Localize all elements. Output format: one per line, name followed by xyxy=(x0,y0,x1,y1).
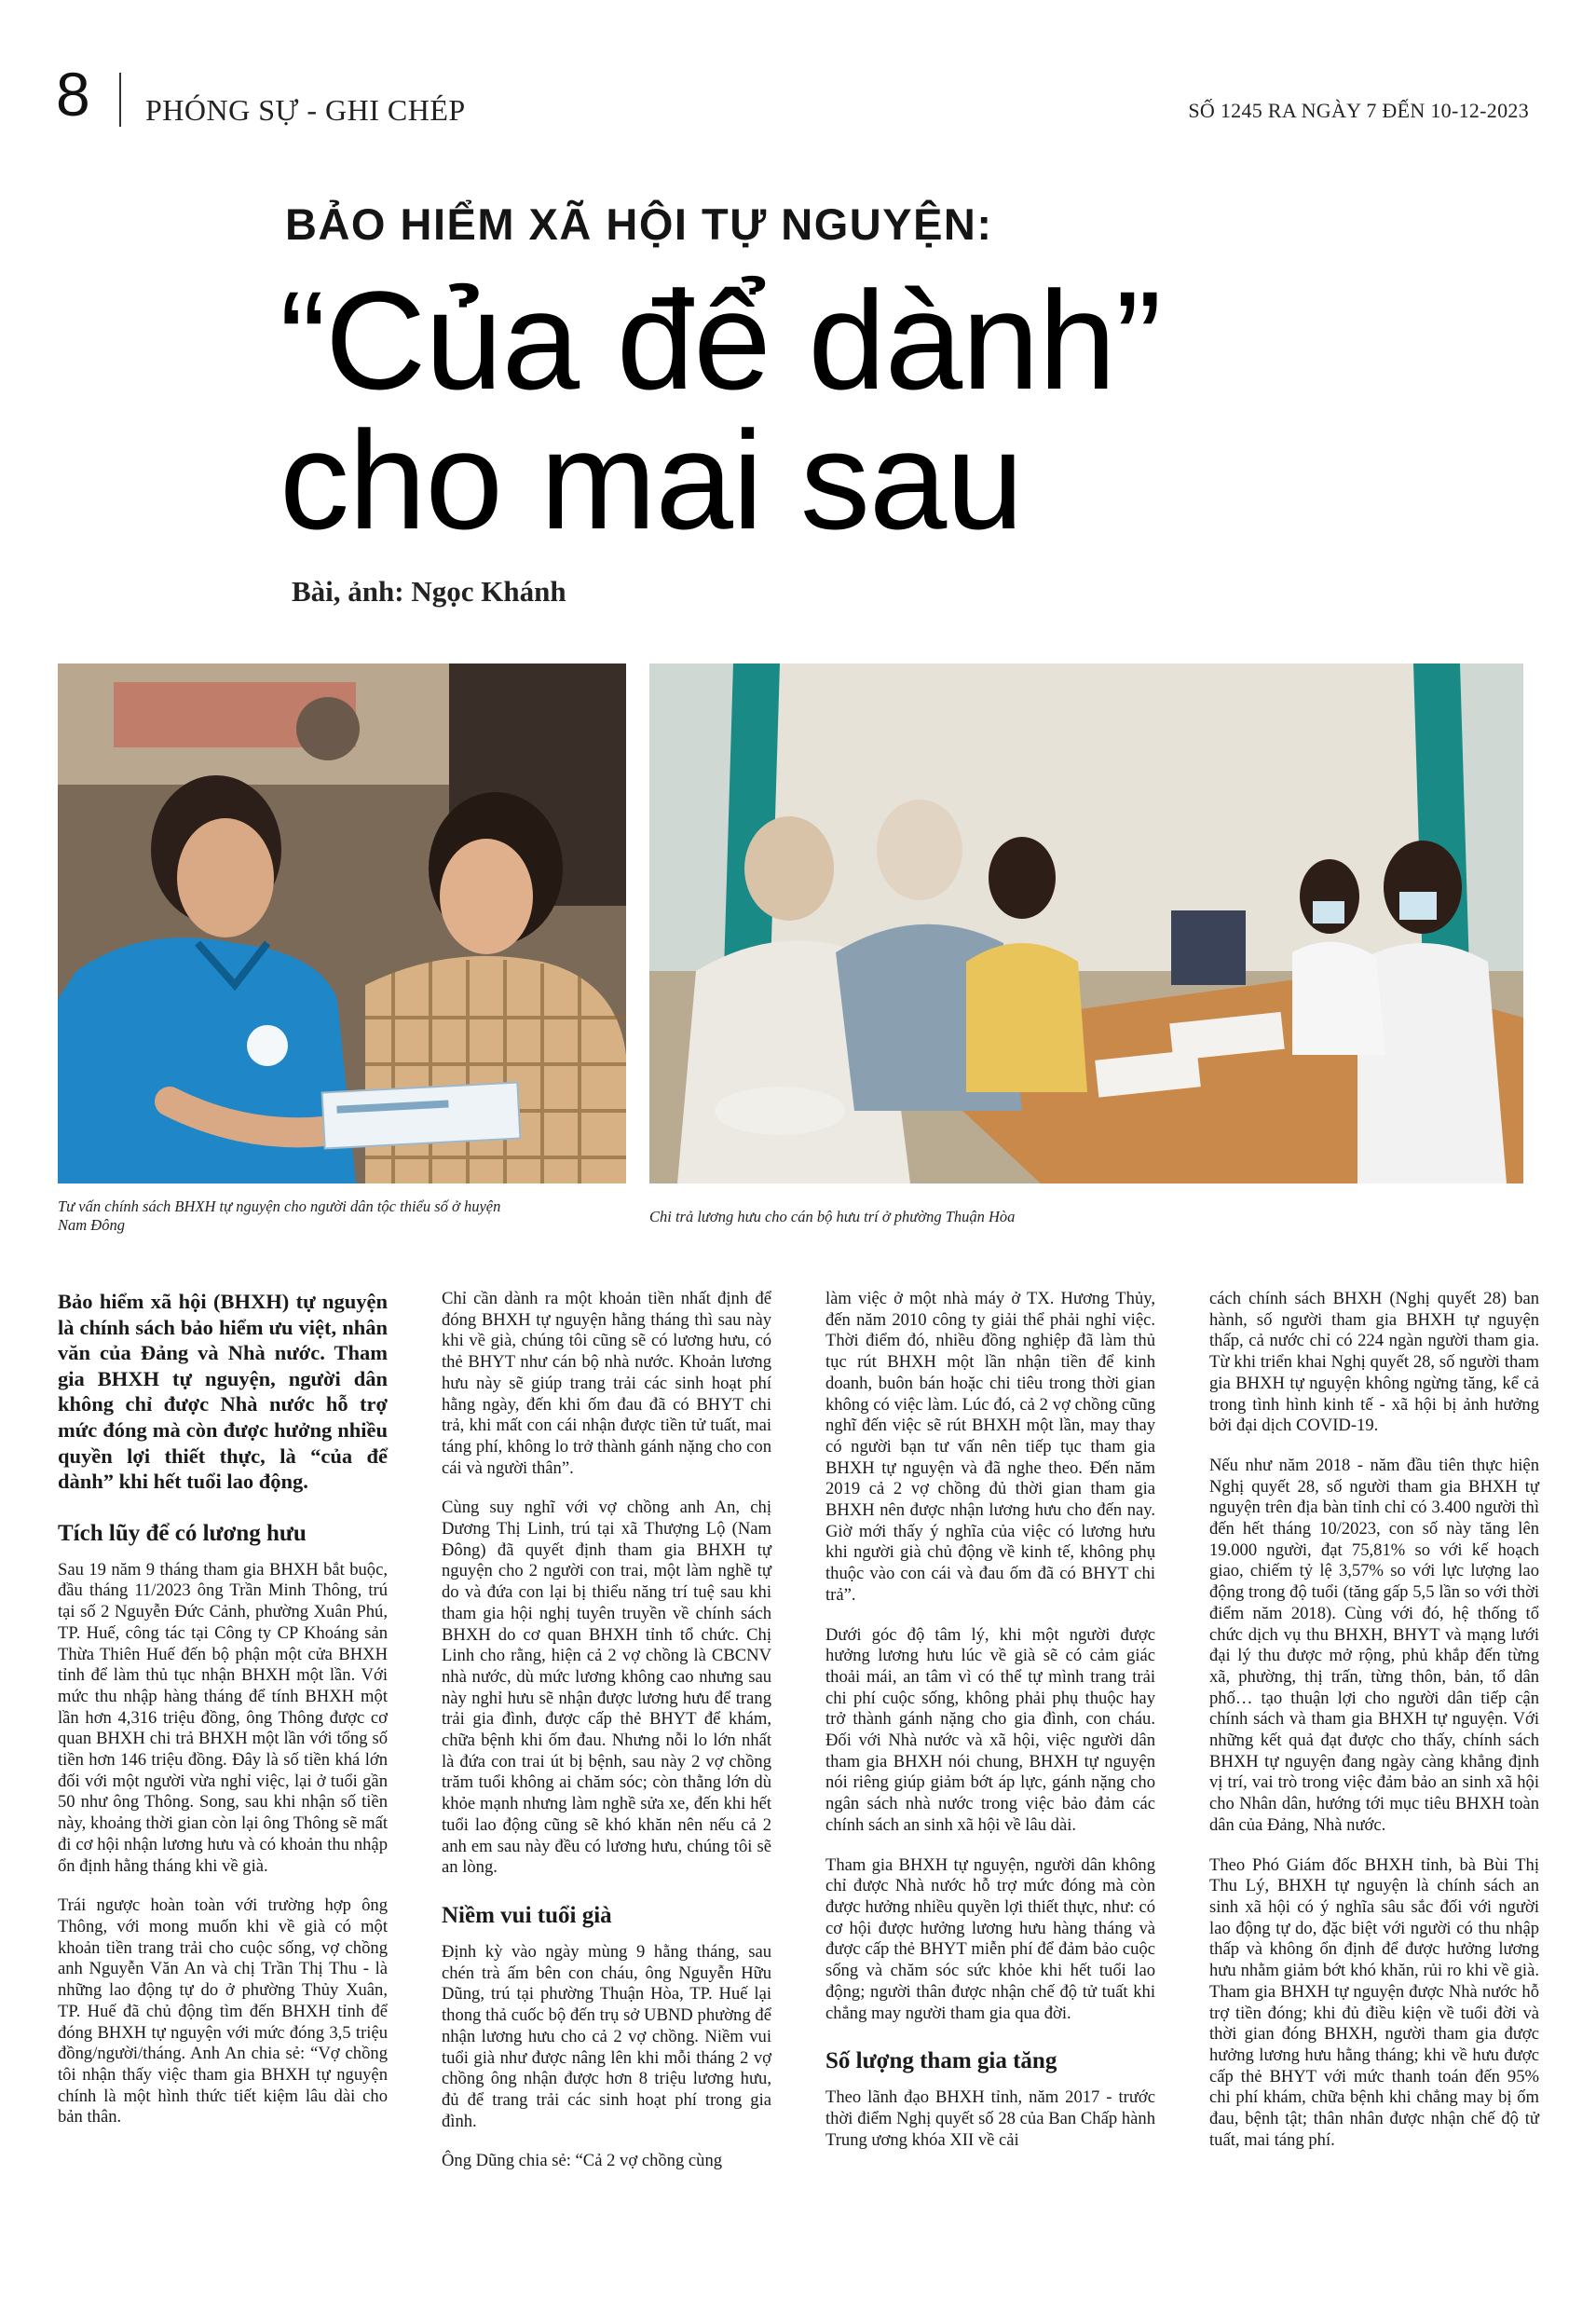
article-byline: Bài, ảnh: Ngọc Khánh xyxy=(292,575,566,608)
paragraph: Theo Phó Giám đốc BHXH tỉnh, bà Bùi Thị Thu Lý, BHXH tự nguyện là chính sách an sinh xã hội có ý nghĩa sâu sắc đối với người lao động tự do, đặc biệt với người có thu nhập thấp và không ổn định để được hưởng lương hưu nhằm giảm bớt khó khăn, rủi ro khi về già. Tham gia BHXH tự nguyện được Nhà nước hỗ trợ tiền đóng; khi đủ điều kiện về tuổi đời và thời gian đóng BHXH, người tham gia được hưởng lương hưu hằng tháng; khi về hưu được cấp thẻ BHYT với mức thanh toán đến 95% chi phí khám, chữa bệnh khi chẳng may bị ốm đau, bệnh tật; thân nhân được nhận chế độ tử tuất, mai táng phí. xyxy=(1209,1854,1539,2150)
paragraph: Trái ngược hoàn toàn với trường hợp ông Thông, với mong muốn khi về già có một khoản tiền trang trải cho cuộc sống, vợ chồng anh Nguyễn Văn An và chị Trần Thị Thu - là những lao động tự do ở phường Thủy Xuân, TP. Huế đã chủ động tìm đến BHXH tỉnh để đóng BHXH tự nguyện với mức đóng 3,5 triệu đồng/người/tháng. Anh An chia sẻ: “Vợ chồng tôi nhận thấy việc tham gia BHXH tự nguyện chính là một hình thức tiết kiệm lâu dài cho bản thân. xyxy=(58,1895,388,2127)
photo-caption-1: Tư vấn chính sách BHXH tự nguyện cho người dân tộc thiểu số ở huyện Nam Đông xyxy=(58,1197,501,1234)
photo-consultation xyxy=(58,664,626,1183)
consultation-illustration xyxy=(58,664,626,1183)
header-divider xyxy=(119,73,121,127)
headline-line-2: cho mai sau xyxy=(280,402,1023,558)
column-1 xyxy=(58,1289,388,2286)
paragraph: Định kỳ vào ngày mùng 9 hằng tháng, sau chén trà ấm bên con cháu, ông Nguyễn Hữu Dũng, trú tại phường Thuận Hòa, TP. Huế lại thong thả cuốc bộ đến trụ sở UBND phường để nhận lương hưu cho cả 2 vợ chồng. Niềm vui tuổi già như được nâng lên khi mỗi tháng 2 vợ chồng ông nhận được hơn 8 triệu lương hưu, đủ để trang trải các sinh hoạt phí trong gia đình. xyxy=(442,1941,771,2131)
subheading-tich-luy: Tích lũy để có lương hưu xyxy=(58,1520,307,1546)
photo-pension-payment xyxy=(649,664,1523,1183)
headline-line-1: “Của để dành” xyxy=(280,262,1161,418)
paragraph: Cùng suy nghĩ với vợ chồng anh An, chị Dương Thị Linh, trú tại xã Thượng Lộ (Nam Đông) đã quyết định tham gia BHXH tự nguyện cho 2 người con trai, một làm nghề tự do và đứa con lại bị thiểu năng trí tuệ sau khi tham gia hội nghị tuyên truyền về chính sách BHXH do cơ quan BHXH tỉnh tổ chức. Chị Linh cho rằng, hiện cả 2 vợ chồng là CBCNV nhà nước, dù mức lương không cao nhưng sau này nghỉ hưu sẽ nhận được lương hưu để trang trải gia đình, được cấp thẻ BHYT để khám, chữa bệnh khi ốm đau. Nhưng nỗi lo lớn nhất là đứa con trai út bị bệnh, sau này 2 vợ chồng trăm tuổi không ai chăm sóc; còn thằng lớn dù khỏe mạnh nhưng làm nghề sửa xe, đến khi hết tuổi lao động cũng sẽ khó khăn nên nếu cả 2 anh em sau này đều có lương hưu, chúng tôi sẽ an lòng. xyxy=(442,1498,771,1878)
subheading-niem-vui: Niềm vui tuổi già xyxy=(442,1902,612,1928)
paragraph: Sau 19 năm 9 tháng tham gia BHXH bắt buộc, đầu tháng 11/2023 ông Trần Minh Thông, trú tại số 2 Nguyễn Đức Cảnh, phường Xuân Phú, TP. Huế, công tác tại Công ty CP Khoáng sản Thừa Thiên Huế đến bộ phận một cửa BHXH tỉnh để làm thủ tục nhận BHXH một lần. Với mức thu nhập hàng tháng để tính BHXH một lần hơn 4,316 triệu đồng, ông Thông được cơ quan BHXH chi trả BHXH một lần với tổng số tiền hơn 146 triệu đồng. Đây là số tiền khá lớn đối với một người vừa nghỉ việc, lại ở tuổi gần 50 như ông Thông. Song, sau khi nhận số tiền này, khoảng thời gian còn lại ông Thông sẽ mất đi cơ hội nhận lương hưu và có khoản thu nhập ổn định hằng tháng khi về già. xyxy=(58,1559,388,1876)
article-headline xyxy=(280,262,1351,558)
paragraph: Tham gia BHXH tự nguyện, người dân không chỉ được Nhà nước hỗ trợ mức đóng mà còn được hưởng nhiều quyền lợi thiết thực, như: có cơ hội được hưởng lương hưu hàng tháng và được cấp thẻ BHYT miễn phí để đảm bảo cuộc sống và chăm sóc sức khỏe khi hết tuổi lao động; người thân được nhận chế độ tử tuất khi chẳng may người tham gia qua đời. xyxy=(825,1854,1155,2023)
subheading-so-luong: Số lượng tham gia tăng xyxy=(825,2048,1057,2074)
page-number: 8 xyxy=(56,60,90,129)
paragraph: Ông Dũng chia sẻ: “Cả 2 vợ chồng cùng xyxy=(442,2151,723,2171)
pension-payment-illustration xyxy=(649,664,1523,1183)
issue-info: SỐ 1245 RA NGÀY 7 ĐẾN 10-12-2023 xyxy=(1188,99,1529,122)
column-3 xyxy=(825,1289,1155,2286)
paragraph: Theo lãnh đạo BHXH tỉnh, năm 2017 - trước thời điểm Nghị quyết số 28 của Ban Chấp hành Trung ương khóa XII về cải xyxy=(825,2087,1155,2150)
article-kicker: BẢO HIỂM XÃ HỘI TỰ NGUYỆN: xyxy=(285,199,993,249)
paragraph: Dưới góc độ tâm lý, khi một người được hưởng lương hưu lúc về già sẽ có cảm giác thoải mái, an tâm vì có thể tự mình trang trải chi phí cuộc sống, không phải phụ thuộc hay trở thành gánh nặng cho gia đình, con cháu. Đối với Nhà nước và xã hội, việc người dân tham gia BHXH nói chung, BHXH tự nguyện nói riêng giúp giảm bớt áp lực, gánh nặng cho ngân sách nhà nước trong việc bảo đảm các chính sách an sinh xã hội về lâu dài. xyxy=(825,1624,1155,1835)
section-label: PHÓNG SỰ - GHI CHÉP xyxy=(145,93,466,127)
paragraph: Chỉ cần dành ra một khoản tiền nhất định để đóng BHXH tự nguyện hằng tháng thì sau này khi về già, chúng tôi cũng sẽ có lương hưu, có thẻ BHYT như cán bộ nhà nước. Khoản lương hưu này sẽ giúp trang trải các sinh hoạt phí hằng ngày, đến khi ốm đau đã có BHYT chi trả, khi mất con cái nhận được tiền tử tuất, mai táng phí, không lo trở thành gánh nặng cho con cái và người thân”. xyxy=(442,1289,771,1478)
paragraph: cách chính sách BHXH (Nghị quyết 28) ban hành, số người tham gia BHXH tự nguyện thấp, cả nước chỉ có 224 ngàn người tham gia. Từ khi triển khai Nghị quyết 28, số người tham gia BHXH tự nguyện không ngừng tăng, kể cả trong tình hình kinh tế - xã hội bị ảnh hưởng bởi đại dịch COVID-19. xyxy=(1209,1289,1539,1436)
photo-caption-2: Chi trả lương hưu cho cán bộ hưu trí ở phường Thuận Hòa xyxy=(649,1208,1016,1225)
paragraph: làm việc ở một nhà máy ở TX. Hương Thủy, đến năm 2010 công ty giải thể phải nghỉ việc. Thời điểm đó, nhiều đồng nghiệp đã làm thủ tục rút BHXH một lần nhận tiền để kinh doanh, buôn bán hoặc chi tiêu trong thời gian không có việc làm. Lúc đó, cả 2 vợ chồng cũng nghĩ đến việc sẽ rút BHXH một lần, may thay có người bạn tư vấn nên tiếp tục tham gia BHXH tự nguyện và đã nghe theo. Đến năm 2019 cả 2 vợ chồng đủ thời gian tham gia BHXH nên được nhận lương hưu cho đến nay. Giờ mới thấy ý nghĩa của việc có lương hưu khi người già chủ động về kinh tế, không phụ thuộc vào con cái và đau ốm đã có BHYT chi trả”. xyxy=(825,1289,1155,1605)
column-4 xyxy=(1209,1289,1539,2286)
article-body xyxy=(58,1289,1539,2286)
column-2 xyxy=(442,1289,771,2286)
article-lead: Bảo hiểm xã hội (BHXH) tự nguyện là chính sách bảo hiểm ưu việt, nhân văn của Đảng và Nhà nước. Tham gia BHXH tự nguyện, người dân không chỉ được Nhà nước hỗ trợ mức đóng mà còn được hưởng nhiều quyền lợi thiết thực, là “của để dành” khi hết tuổi lao động. xyxy=(58,1290,388,1494)
paragraph: Nếu như năm 2018 - năm đầu tiên thực hiện Nghị quyết 28, số người tham gia BHXH tự nguyện trên địa bàn tỉnh chỉ có 3.400 người thì đến hết tháng 10/2023, con số này tăng lên 19.000 người, đạt 75,81% so với kế hoạch giao, chiếm tỷ lệ 3,57% so với lực lượng lao động trong độ tuổi (tăng gấp 5,5 lần so với thời điểm năm 2018). Cùng với đó, hệ thống tổ chức dịch vụ thu BHXH, BHYT và mạng lưới đại lý thu được mở rộng, phủ khắp đến từng xã, phường, thị trấn, từng thôn, bản, tổ dân phố… tạo thuận lợi cho người dân tiếp cận chính sách và tham gia BHXH tự nguyện. Với những kết quả đạt được cho thấy, chính sách BHXH tự nguyện đang ngày càng khẳng định vị trí, vai trò trong việc đảm bảo an sinh xã hội cho Nhân dân, hướng tới mục tiêu BHXH toàn dân của Đảng, Nhà nước. xyxy=(1209,1455,1539,1835)
